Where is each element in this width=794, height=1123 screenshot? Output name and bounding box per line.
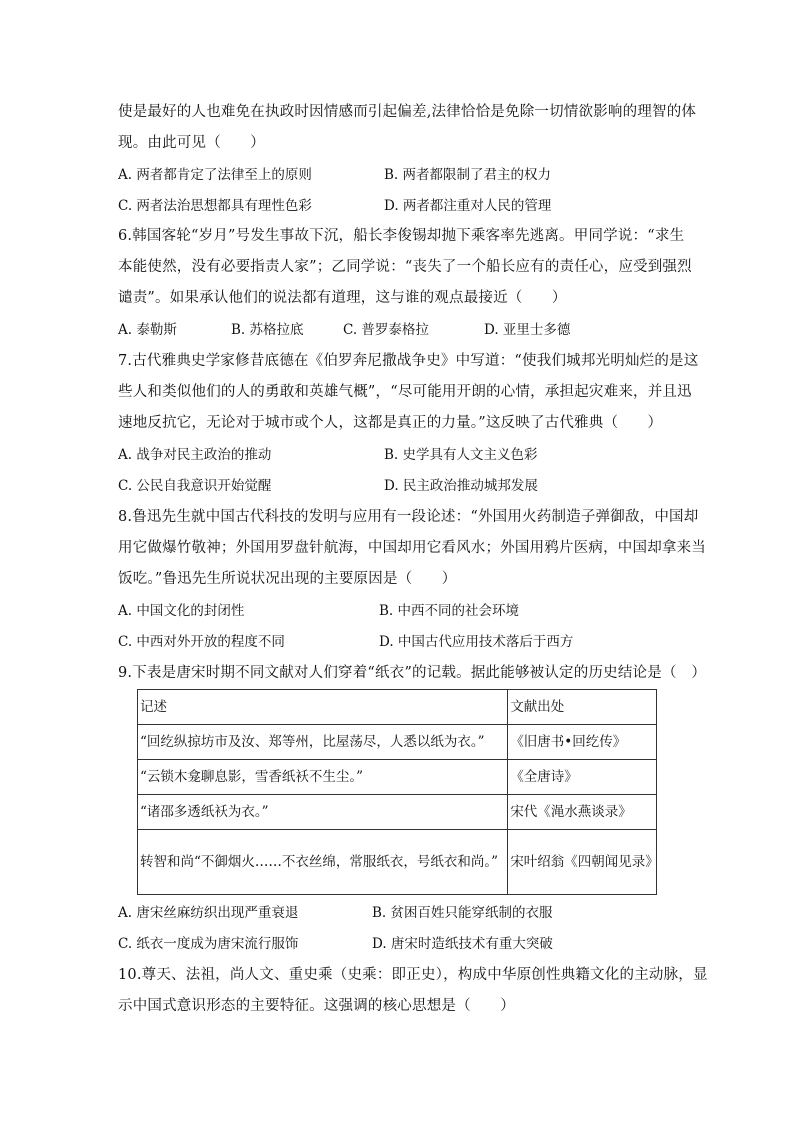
q8-stem-line2: 用它做爆竹敬神；外国用罗盘针航海，中国却用它看风水；外国用鸦片医病，中国却拿来当 [118,540,706,556]
table-header-cell: 文献出处 [508,690,657,725]
q7-option-a: A. 战争对民主政治的推动 [118,447,272,463]
q7-option-b: B. 史学具有人文主义色彩 [384,447,538,463]
q9-option-b: B. 贫困百姓只能穿纸制的衣服 [372,905,553,921]
q7-stem-line2: 些人和类似他们的人的勇敢和英雄气概”，“尽可能用开朗的心情，承担起灾难来，并且迅 [118,384,692,400]
table-cell-source: 宋叶绍翁《四朝闻见录》 [508,830,657,895]
q9-table [137,689,657,895]
q9-stem: 9.下表是唐宋时期不同文献对人们穿着“纸衣”的记载。据此能够被认定的历史结论是（ ） [118,665,707,681]
q5-option-d: D. 两者都注重对人民的管理 [384,198,552,214]
q6-option-c: C. 普罗泰格拉 [343,322,429,338]
q7-option-c: C. 公民自我意识开始觉醒 [118,478,272,494]
table-header-cell: 记述 [138,690,508,725]
q6-stem-line3: 谴责”。如果承认他们的说法都有道理，这与谁的观点最接近（ ） [118,290,567,306]
q8-option-a: A. 中国文化的封闭性 [118,603,245,619]
q8-stem-line3: 饭吃。”鲁迅先生所说状况出现的主要原因是（ ） [118,571,457,587]
table-row [138,760,657,795]
table-cell-source: 《全唐诗》 [508,760,657,795]
q9-option-a: A. 唐宋丝麻纺织出现严重衰退 [118,905,299,921]
table-cell-source: 宋代《渑水燕谈录》 [508,795,657,830]
q6-stem-line2: 本能使然，没有必要指责人家”；乙同学说：“丧失了一个船长应有的责任心，应受到强烈 [118,259,692,275]
q6-option-b: B. 苏格拉底 [231,322,304,338]
table-cell-source: 《旧唐书•回纥传》 [508,725,657,760]
table-cell-record: “诸邵多透纸袄为衣。” [138,795,508,830]
q5-option-a: A. 两者都肯定了法律至上的原则 [118,167,312,183]
q7-stem-line3: 速地反抗它，无论对于城市或个人，这都是真正的力量。”这反映了古代雅典（ ） [118,415,663,431]
q6-option-d: D. 亚里士多德 [484,322,571,338]
q5-option-b: B. 两者都限制了君主的权力 [384,167,552,183]
q10-stem-line1: 10.尊天、法祖，尚人文、重史乘（史乘：即正史），构成中华原创性典籍文化的主动脉，显 [118,967,708,983]
table-row [138,795,657,830]
table-cell-record: “回纥纵掠坊市及汝、郑等州，比屋荡尽，人悉以纸为衣。” [138,725,508,760]
table-row [138,725,657,760]
q7-stem-line1: 7.古代雅典史学家修昔底德在《伯罗奔尼撒战争史》中写道：“使我们城邦光明灿烂的是这 [118,353,699,369]
q9-option-c: C. 纸衣一度成为唐宋流行服饰 [118,936,299,952]
q8-option-d: D. 中国古代应用技术落后于西方 [379,634,574,650]
table-cell-record: “云锁木龛聊息影，雪香纸袄不生尘。” [138,760,508,795]
table-header-row [138,690,657,725]
q10-stem-line2: 示中国式意识形态的主要特征。这强调的核心思想是（ ） [118,998,515,1014]
table-cell-record: 转智和尚“不御烟火……不衣丝绵，常服纸衣，号纸衣和尚。” [138,830,508,895]
q8-option-c: C. 中西对外开放的程度不同 [118,634,285,650]
q5-option-c: C. 两者法治思想都具有理性色彩 [118,198,312,214]
q8-option-b: B. 中西不同的社会环境 [379,603,520,619]
table-row [138,830,657,895]
q6-option-a: A. 泰勒斯 [118,322,177,338]
q6-stem-line1: 6.韩国客轮“岁月”号发生事故下沉，船长李俊锡却抛下乘客率先逃离。甲同学说：“求生 [118,228,685,244]
q7-option-d: D. 民主政治推动城邦发展 [384,478,538,494]
q9-option-d: D. 唐宋时造纸技术有重大突破 [372,936,553,952]
q5-stem-line2: 现。由此可见（ ） [118,135,265,151]
q8-stem-line1: 8.鲁迅先生就中国古代科技的发明与应用有一段论述：“外国用火药制造子弹御敌，中国却 [118,509,699,525]
q5-stem-line1: 使是最好的人也难免在执政时因情感而引起偏差,法律恰恰是免除一切情欲影响的理智的体 [118,104,697,120]
